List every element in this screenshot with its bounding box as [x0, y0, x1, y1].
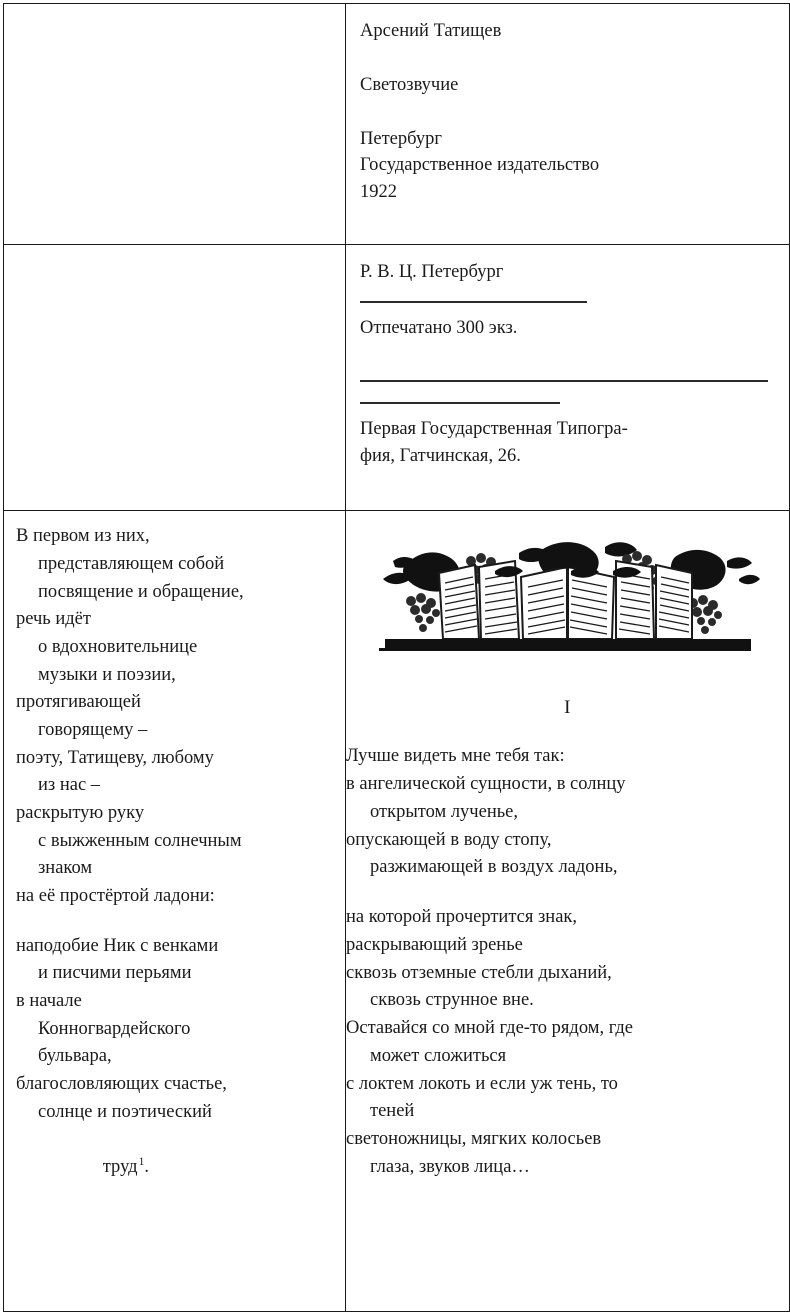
printer-line-2: фия, Гатчинская, 26. — [360, 446, 521, 467]
book-title: Светозвучие — [360, 74, 459, 95]
poem-line: глаза, звуков лица… — [370, 1156, 530, 1177]
imprint-gap-3 — [360, 342, 775, 380]
poem-line: может сложиться — [370, 1045, 507, 1066]
open-books-with-foliage-engraving — [375, 527, 760, 655]
document-table — [3, 3, 790, 1312]
poem-stanza-2 — [346, 904, 789, 1182]
commentary-line: Конногвардейского — [38, 1018, 191, 1039]
poem-line: раскрывающий зренье — [346, 934, 523, 955]
poem-line: Оставайся со мной где-то рядом, где — [346, 1018, 633, 1039]
commentary-line: и писчими перьями — [38, 963, 192, 984]
poem-line: опускающей в воду стопу, — [346, 829, 552, 850]
commentary-line: в начале — [16, 990, 82, 1011]
censor-line: Р. В. Ц. Петербург — [360, 261, 504, 282]
poem-line: на которой прочертится знак, — [346, 907, 578, 928]
poem-block — [346, 743, 789, 1181]
commentary-line: представляющем собой — [38, 554, 225, 575]
commentary-line: благословляющих счастье, — [16, 1073, 227, 1094]
commentary-line: В первом из них, — [16, 526, 150, 547]
commentary-final-punct: . — [144, 1156, 149, 1177]
commentary-line: речь идёт — [16, 609, 91, 630]
author-name: Арсений Татищев — [360, 21, 502, 41]
engraving-container — [375, 527, 760, 655]
print-run-line: Отпечатано 300 экз. — [360, 318, 518, 339]
table-row-imprint — [4, 244, 790, 511]
poem-line: теней — [370, 1101, 415, 1122]
poem-line: в ангелической сущности, в солнцу — [346, 774, 626, 795]
commentary-line: музыки и поэзии, — [38, 664, 176, 685]
imprint-gap-1 — [360, 285, 775, 301]
commentary-line: с выжженным солнечным — [38, 830, 242, 851]
commentary-line: раскрытую руку — [16, 803, 145, 824]
commentary-final-line — [16, 1126, 335, 1209]
poem-cell — [346, 511, 790, 1312]
poem-line: с локтем локоть и если уж тень, то — [346, 1073, 618, 1094]
imprint-row-left-cell — [4, 244, 346, 511]
printer-line-1: Первая Государственная Типогра- — [360, 419, 628, 440]
poem-stanza-gap — [346, 882, 789, 904]
commentary-line: из нас – — [38, 775, 101, 796]
shelf-bar — [385, 639, 751, 648]
title-row-left-cell — [4, 4, 346, 245]
publication-city: Петербург — [360, 128, 442, 149]
imprint-row-right-cell — [346, 244, 790, 511]
poem-line: сквозь отземные стебли дыханий, — [346, 962, 612, 983]
commentary-line: поэту, Татищеву, любому — [16, 747, 214, 768]
table-row-body — [4, 511, 790, 1312]
commentary-block — [4, 511, 345, 1219]
title-gap-1 — [360, 45, 775, 72]
poem-stanza-1 — [346, 743, 789, 882]
table-row-title — [4, 4, 790, 245]
poem-line: открытом лученье, — [370, 801, 518, 822]
commentary-line: на её простёртой ладони: — [16, 886, 215, 906]
commentary-line: протягивающей — [16, 692, 141, 713]
imprint-gap-5 — [360, 404, 775, 416]
commentary-line: солнце и поэтический — [38, 1101, 212, 1122]
poem-line: светоножницы, мягких колосьев — [346, 1129, 602, 1150]
commentary-line: о вдохновительнице — [38, 637, 198, 658]
imprint-gap-2 — [360, 303, 775, 315]
footnote-marker: 1 — [138, 1155, 145, 1168]
commentary-final-word: труд — [102, 1156, 138, 1177]
title-block — [346, 4, 789, 216]
commentary-stanza-gap — [16, 911, 335, 933]
commentary-line: посвящение и обращение, — [38, 581, 244, 602]
commentary-line: бульвара, — [38, 1046, 112, 1067]
commentary-line: знаком — [38, 858, 93, 879]
imprint-block — [346, 245, 789, 480]
title-row-right-cell — [346, 4, 790, 245]
title-gap-2 — [360, 99, 775, 126]
poem-line: Лучше видеть мне тебя так: — [346, 746, 565, 767]
commentary-cell — [4, 511, 346, 1312]
publisher-name: Государственное издательство — [360, 155, 600, 176]
commentary-line: говорящему – — [38, 720, 148, 741]
commentary-stanza-2 — [16, 933, 335, 1127]
commentary-line: наподобие Ник с венками — [16, 935, 219, 956]
poem-line: разжимающей в воздух ладонь, — [370, 857, 618, 878]
imprint-gap-4 — [360, 382, 775, 402]
publication-year: 1922 — [360, 182, 397, 203]
poem-line: сквозь струнное вне. — [370, 990, 534, 1011]
commentary-stanza-1 — [16, 523, 335, 910]
poem-numeral: I — [564, 697, 571, 719]
